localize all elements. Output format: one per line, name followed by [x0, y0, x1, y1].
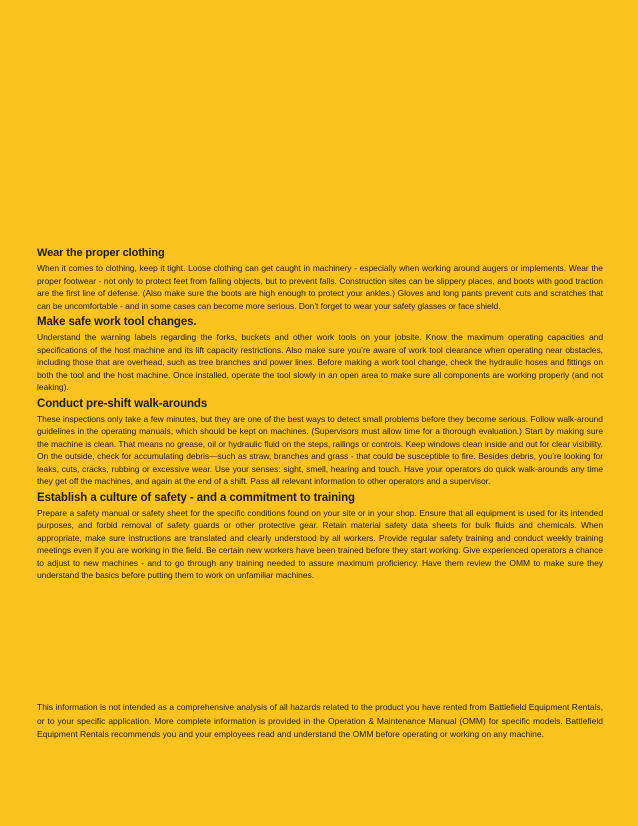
- section-work-tool-changes: [37, 315, 603, 394]
- section-heading: Conduct pre-shift walk-arounds: [37, 397, 208, 410]
- section-heading: Make safe work tool changes.: [37, 316, 197, 328]
- section-body: Understand the warning labels regarding the forks, buckets and other work tools on your jobsite. Know the maximum operating capacities and specifications of the host machine and its lift capacity restrictions. Also make sure you’re aware of work tool clearance when operating near obstacles, including those that are overhead, such as tree branches and power lines. Before making a work tool change, check the hydraulic hoses and fittings on both the tool and the host machine. Once installed, operate the tool slowly in an open area to make sure all components are working properly (and not leaking).: [37, 332, 603, 392]
- section-walk-arounds: [37, 397, 603, 488]
- safety-content: [37, 247, 603, 585]
- section-heading: Wear the proper clothing: [37, 247, 165, 259]
- section-heading: Establish a culture of safety - and a commitment to training: [37, 491, 355, 504]
- disclaimer-text: This information is not intended as a comprehensive analysis of all hazards related to the product you have rented from Battlefield Equipment Rentals, or to your specific application. More complete information is provided in the Operation & Maintenance Manual (OMM) for specific models. Battlefield Equipment Rentals recommends you and your employees read and understand the OMM before operating or working on any machine.: [37, 702, 603, 739]
- section-body: Prepare a safety manual or safety sheet for the specific conditions found on your site or in your shop. Ensure that all equipment is used for its intended purposes, and forbid removal of safety guards or other protective gear. Retain material safety data sheets for bulk fluids and chemicals. When appropriate, make sure instructions are translated and clearly understood by all workers. Provide regular safety training and conduct weekly training meetings even if you are working in the field. Be certain new workers have been trained before they start working. Give experienced operators a chance to adjust to new machines - and to go through any training needed to assure maximum proficiency. Have them review the OMM to make sure they understand the basics before putting them to work on unfamiliar machines.: [37, 507, 603, 580]
- section-body: These inspections only take a few minutes, but they are one of the best ways to detect small problems before they become serious. Follow walk-around guidelines in the operating manuals, which should be kept on machines. (Supervisors must allow time for a thorough evaluation.) Start by making sure the machine is clean. That means no grease, oil or hydraulic fluid on the steps, railings or controls. Keep windows clean inside and out for clear visibility. On the outside, check for accumulating debris—such as straw, branches and grass - that could be susceptible to fire. Besides debris, you’re looking for leaks, cuts, cracks, rubbing or excessive wear. Use your senses: sight, smell, hearing and touch. Have your operators do quick walk-arounds any time they get off the machines, and again at the end of a shift. Pass all relevant information to other operators and a supervisor.: [37, 413, 603, 486]
- section-culture-of-safety: [37, 491, 603, 582]
- section-body: When it comes to clothing, keep it tight. Loose clothing can get caught in machinery - especially when working around augers or implements. Wear the proper footwear - not only to protect feet from falling objects, but to prevent falls. Construction sites can be slippery places, and boots with good traction are the first line of defense. (Also make sure the boots are high enough to protect your ankles.) Gloves and long pants prevent cuts and scratches that can be uncomfortable - and in some cases can become more serious. Don’t forget to wear your safety glasses or face shield.: [37, 263, 603, 311]
- section-proper-clothing: [37, 247, 603, 312]
